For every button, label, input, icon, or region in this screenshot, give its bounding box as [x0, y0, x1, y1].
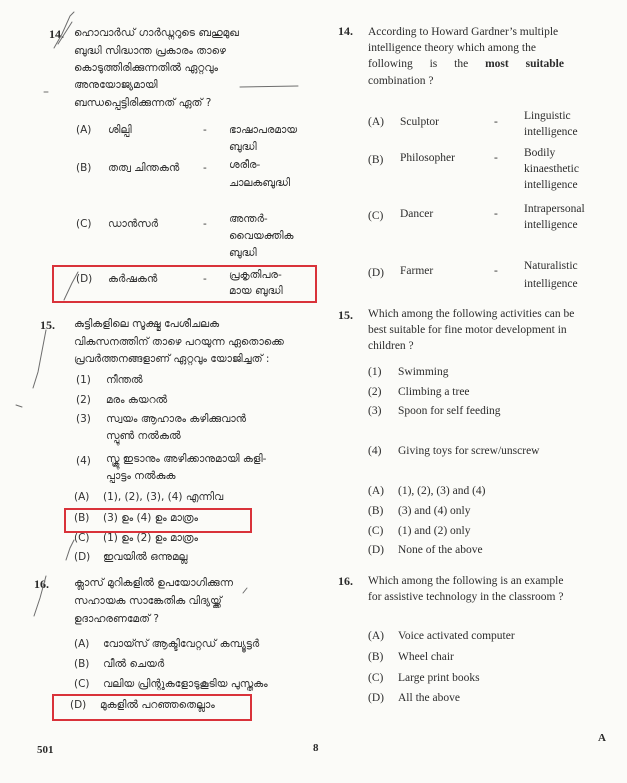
question-number: 14. — [338, 24, 353, 38]
small-mark — [243, 588, 247, 593]
statement-text: നീന്തൽ — [106, 374, 143, 386]
option-label: (B) — [74, 512, 90, 524]
option-text: Large print books — [398, 672, 480, 684]
option-text: Voice activated computer — [398, 630, 515, 642]
stem-emphasis: most suitable — [485, 58, 564, 70]
question-stem-line: ക്ലാസ് മുറികളിൽ ഉപയോഗിക്കുന്ന — [74, 577, 233, 589]
option-right-text: intelligence — [524, 219, 578, 231]
option-text: (1) and (2) only — [398, 525, 471, 537]
question-stem-line: best suitable for fine motor development in — [368, 324, 567, 336]
option-label: (A) — [74, 491, 90, 503]
question-series: A — [598, 732, 606, 744]
option-left-text: കർഷകൻ — [108, 273, 158, 285]
option-text: വലിയ പ്രിന്റുകളോടുകൂടിയ പുസ്തകം — [103, 678, 268, 690]
question-stem-line: പ്രവർത്തനങ്ങളാണ് ഏറ്റവും യോജിച്ചത് : — [74, 353, 270, 365]
option-text: Wheel chair — [398, 651, 454, 663]
question-stem-line: സഹായക സാങ്കേതിക വിദ്യയ്ക്ക് — [74, 595, 222, 607]
option-dash: - — [494, 208, 498, 220]
statement-text: Spoon for self feeding — [398, 405, 501, 417]
option-right-text: ബുദ്ധി — [229, 247, 257, 259]
option-label: (D) — [368, 544, 384, 556]
option-dash: - — [203, 273, 207, 285]
question-stem-line: According to Howard Gardner’s multiple — [368, 26, 559, 38]
question-number: 16. — [338, 574, 353, 588]
question-stem-line: Which among the following is an example — [368, 575, 564, 587]
option-label: (C) — [368, 525, 384, 537]
tick-mark-q15-d — [66, 540, 74, 560]
option-label: (B) — [74, 658, 90, 670]
statement-text: മരം കയറൽ — [106, 394, 168, 406]
option-text: മുകളിൽ പറഞ്ഞതെല്ലാം — [100, 699, 215, 711]
option-label: (D) — [74, 551, 91, 563]
question-number: 15. — [338, 308, 353, 322]
option-label: (A) — [74, 638, 90, 650]
option-label: (A) — [76, 124, 92, 136]
question-stem-line: കൊടുത്തിരിക്കുന്നതിൽ ഏറ്റവും — [74, 62, 218, 74]
option-label: (B) — [76, 162, 92, 174]
question-stem-line: ഹൊവാർഡ് ഗാർഡ്നറുടെ ബഹുമുഖ — [74, 27, 239, 39]
option-right-text: kinaesthetic — [524, 163, 579, 175]
option-label: (B) — [368, 651, 384, 663]
statement-label: (3) — [76, 413, 91, 425]
statement-text: Swimming — [398, 366, 449, 378]
option-text: (3) and (4) only — [398, 505, 471, 517]
option-dash: - — [203, 218, 207, 230]
page-number: 8 — [313, 742, 319, 754]
question-stem-line: അനുയോജ്യമായി — [74, 79, 158, 91]
question-stem-line: വികസനത്തിന് താഴെ പറയുന്ന ഏതൊക്കെ — [74, 336, 284, 348]
tick-mark-q15 — [33, 330, 46, 388]
statement-label: (2) — [368, 386, 382, 398]
tick-mark-q14 — [54, 12, 74, 48]
tick-mark-q14-d — [64, 272, 78, 300]
question-stem-line: children ? — [368, 340, 414, 352]
option-right-text: മായ ബുദ്ധി — [229, 285, 283, 297]
option-dash: - — [203, 162, 207, 174]
option-text: (1), (2), (3) and (4) — [398, 485, 486, 497]
stem-text: following is the — [368, 58, 486, 70]
statement-label: (3) — [368, 405, 382, 417]
option-right-text: പ്രകൃതിപര- — [229, 269, 282, 281]
option-left-text: തത്വ ചിന്തകൻ — [108, 162, 180, 174]
option-left-text: ഡാൻസർ — [108, 218, 159, 230]
question-stem-line: for assistive technology in the classroom ? — [368, 591, 564, 603]
option-text: ഇവയിൽ ഒന്നുമല്ല — [103, 551, 188, 563]
option-left-text: ശില്പി — [108, 124, 132, 136]
question-stem-line: Which among the following activities can be — [368, 308, 575, 320]
option-right-text: Naturalistic — [524, 260, 578, 272]
option-right-text: intelligence — [524, 126, 578, 138]
statement-label: (4) — [76, 455, 91, 467]
option-label: (D) — [70, 699, 87, 711]
statement-text: Giving toys for screw/unscrew — [398, 445, 540, 457]
small-mark — [16, 405, 22, 407]
option-label: (D) — [368, 267, 384, 279]
option-right-text: ഭാഷാപരമായ — [229, 124, 298, 136]
option-dash: - — [494, 152, 498, 164]
option-right-text: intelligence — [524, 278, 578, 290]
statement-text: പ്പാട്ടം നൽകുക — [106, 470, 176, 482]
option-text: (1), (2), (3), (4) എന്നിവ — [103, 491, 224, 503]
option-left-text: Dancer — [400, 208, 434, 220]
option-label: (B) — [368, 505, 384, 517]
question-stem-line: ഉദാഹരണമേത് ? — [74, 613, 159, 625]
option-left-text: Sculptor — [400, 116, 439, 128]
question-stem-line: ബന്ധപ്പെട്ടിരിക്കുന്നത് ഏത് ? — [74, 97, 212, 109]
option-text: All the above — [398, 692, 460, 704]
option-right-text: intelligence — [524, 179, 578, 191]
option-label: (C) — [368, 210, 384, 222]
statement-label: (1) — [76, 374, 91, 386]
statement-label: (1) — [368, 366, 382, 378]
underline-mark — [240, 86, 298, 87]
tick-mark-q16 — [34, 576, 46, 616]
option-dash: - — [203, 124, 207, 136]
question-number: 16. — [34, 577, 49, 591]
option-label: (B) — [368, 154, 384, 166]
question-number: 15. — [40, 318, 55, 332]
option-label: (C) — [368, 672, 384, 684]
option-text: വീൽ ചെയർ — [103, 658, 165, 670]
option-label: (D) — [368, 692, 384, 704]
option-left-text: Philosopher — [400, 152, 455, 164]
option-label: (A) — [368, 116, 384, 128]
statement-text: Climbing a tree — [398, 386, 470, 398]
statement-label: (2) — [76, 394, 91, 406]
question-stem-line: combination ? — [368, 75, 434, 87]
option-label: (D) — [76, 273, 93, 285]
option-label: (C) — [74, 678, 90, 690]
option-right-text: ബുദ്ധി — [229, 141, 257, 153]
question-stem-line: ബുദ്ധി സിദ്ധാന്ത പ്രകാരം താഴെ — [74, 45, 226, 57]
option-right-text: അന്തർ- — [229, 213, 268, 225]
option-label: (A) — [368, 630, 384, 642]
option-text: (1) ഉം (2) ഉം മാത്രം — [103, 532, 198, 544]
option-label: (C) — [76, 218, 92, 230]
option-right-text: വൈയക്തിക — [229, 230, 294, 242]
option-right-text: Bodily — [524, 147, 556, 159]
option-text: വോയ്സ് ആക്ടിവേറ്റഡ് കമ്പ്യൂട്ടർ — [103, 638, 260, 650]
option-right-text: ചാലകബുദ്ധി — [229, 177, 291, 189]
statement-label: (4) — [368, 445, 382, 457]
option-label: (A) — [368, 485, 384, 497]
statement-text: സ്വയം ആഹാരം കഴിക്കുവാൻ — [106, 413, 247, 425]
option-left-text: Farmer — [400, 265, 434, 277]
option-right-text: ശരീര- — [229, 159, 261, 171]
tick-mark-q14-stroke — [58, 22, 72, 44]
statement-text: സ്പൂൺ നൽകൽ — [106, 430, 181, 442]
option-right-text: Linguistic — [524, 110, 571, 122]
statement-text: സ്ക്രൂ ഇടാനും അഴിക്കാനുമായി കളി- — [106, 453, 267, 465]
question-stem-line: intelligence theory which among the — [368, 42, 536, 54]
option-dash: - — [494, 116, 498, 128]
question-number: 14. — [49, 27, 64, 41]
option-text: (3) ഉം (4) ഉം മാത്രം — [103, 512, 198, 524]
option-dash: - — [494, 265, 498, 277]
option-label: (C) — [74, 532, 90, 544]
option-text: None of the above — [398, 544, 483, 556]
option-right-text: Intrapersonal — [524, 203, 585, 215]
question-stem-line: കുട്ടികളിലെ സൂക്ഷ്മ പേശീചലക — [74, 318, 220, 330]
exam-code: 501 — [37, 744, 54, 756]
